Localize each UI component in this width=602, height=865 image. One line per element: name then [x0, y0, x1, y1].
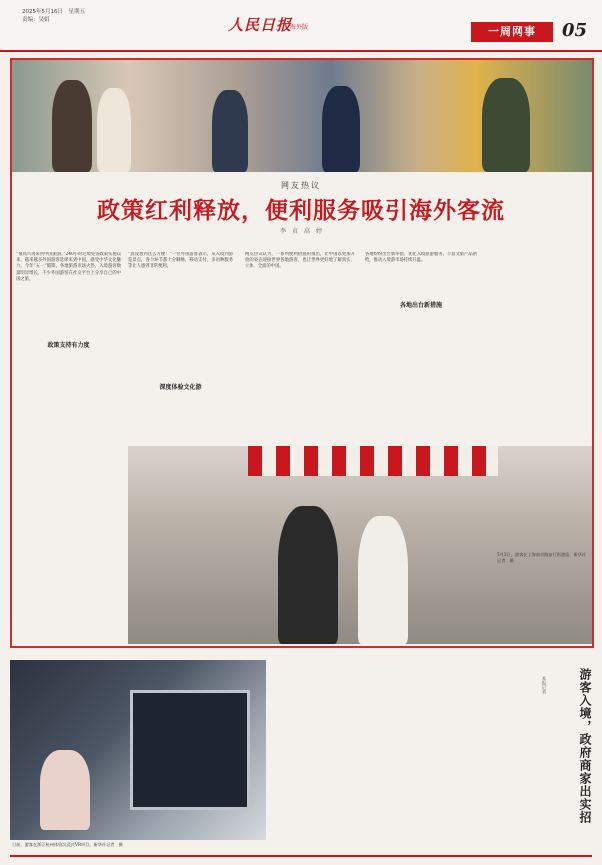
vr-photo	[10, 660, 266, 840]
subheading-1: 政策支持有力度	[47, 342, 90, 349]
article-byline: 李 贞 高 婷	[279, 228, 322, 235]
footer-divider	[10, 855, 592, 857]
newspaper-logo: 人民日报	[228, 16, 293, 34]
editor-line: 责编：吴娟	[22, 17, 50, 24]
issue-date	[22, 8, 85, 25]
street-photo	[128, 446, 592, 644]
article-headline: 政策红利释放，便利服务吸引海外客流	[97, 198, 505, 224]
date-line: 2025年5月16日 星期五	[22, 9, 85, 15]
page-number: 05	[562, 20, 588, 41]
mid-photo-caption: 5月3日，游客在上海南京路步行街游览。新华社记者 摄	[497, 552, 587, 563]
top-photo	[12, 60, 592, 172]
masthead	[0, 0, 602, 52]
article-column-1: “很高兴再来到中国旅游。”240小时过境免签政策实施以来，越来越多外国游客选择来到中国，感受中华文化魅力。今年“五一”假期，各地旅游市场火热，入境游客数量明显增长，不少外国游客在社交平台上分享自己的中国之旅。	[16, 252, 121, 282]
newspaper-edition: 海外版	[290, 24, 309, 31]
side-article-title: 游客入境，政府商家出实招	[578, 668, 592, 824]
subheading-3: 各地出台新措施	[399, 302, 442, 309]
article-column-4: 各地纷纷出台新举措，优化入境旅游服务，丰富文旅产品供给，推动入境游市场持续升温。	[365, 252, 477, 264]
subheading-2: 深度体验文化游	[159, 384, 202, 391]
section-title: 一周网事	[471, 22, 553, 42]
article-column-3: 网友热议认为，一系列便利措施的推出，让中国以更加开放的姿态迎接世界各地游客，也让世界更好地了解真实、立体、全面的中国。	[245, 252, 355, 270]
article-column-2: “真没想到这么方便！”一位外国游客表示，从入境到游览景点，各个环节都十分顺畅，移动支付、多语种服务等让人感到非常便利。	[128, 252, 233, 270]
side-byline: 本报记者	[541, 676, 546, 694]
article-kicker: 网友热议	[281, 181, 321, 190]
bottom-photo-caption: 日前，游客在浙江杭州体验沉浸式VR项目。新华社记者 摄	[12, 842, 123, 847]
